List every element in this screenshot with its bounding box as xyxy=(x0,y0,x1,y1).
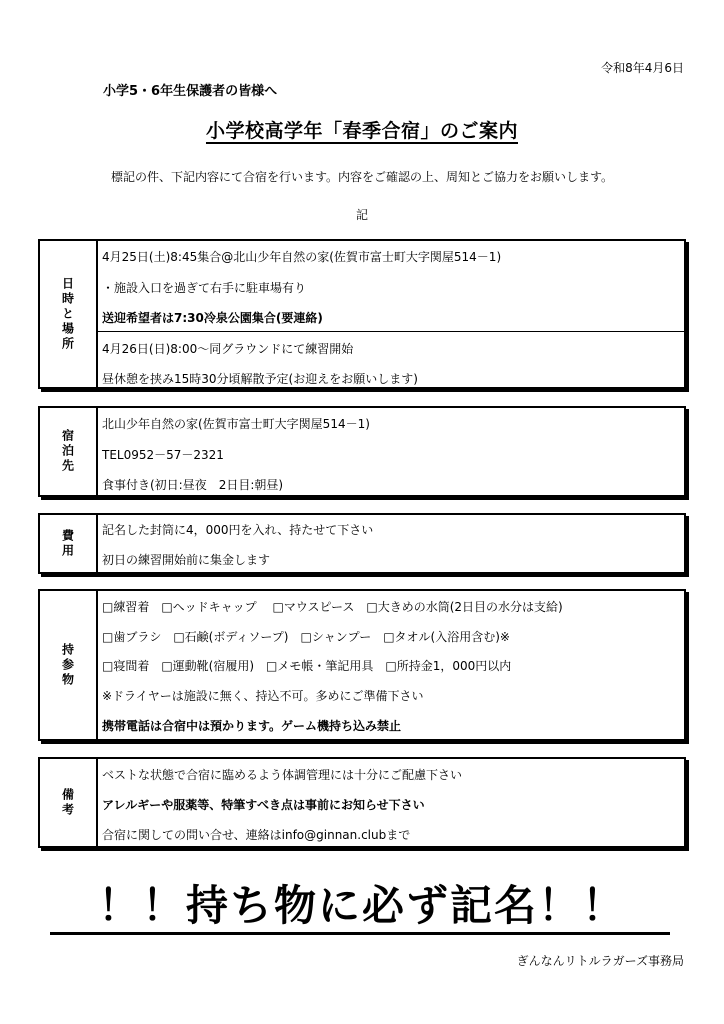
lodging-line: 北山少年自然の家(佐賀市富士町大字関屋514－1) xyxy=(102,417,370,431)
notes-section xyxy=(38,757,686,848)
items-line: ※ドライヤーは施設に無く、持込不可。多めにご準備下さい xyxy=(102,689,424,703)
cost-line: 記名した封筒に4，000円を入れ、持たせて下さい xyxy=(102,523,374,537)
notes-label-cell xyxy=(40,759,98,846)
items-body xyxy=(98,591,684,739)
schedule-body xyxy=(98,241,684,387)
schedule-line: 4月25日(土)8:45集合@北山少年自然の家(佐賀市富士町大字関屋514－1) xyxy=(102,250,502,264)
addressee: 小学5・6年生保護者の皆様へ xyxy=(103,84,278,99)
schedule-line: 昼休憩を挟み15時30分頃解散予定(お迎えをお願いします) xyxy=(102,372,418,386)
banner-underline xyxy=(50,932,670,935)
notes-label: 備考 xyxy=(60,787,75,818)
items-line: □練習着 □ヘッドキャップ □マウスピース □大きめの水筒(2日目の水分は支給) xyxy=(102,600,563,614)
document-title-text: 小学校高学年「春季合宿」のご案内 xyxy=(205,120,518,142)
items-line: □歯ブラシ □石鹸(ボディソープ) □シャンプー □タオル(入浴用含む)※ xyxy=(102,630,510,644)
schedule-line: 4月26日(日)8:00～同グラウンドにて練習開始 xyxy=(102,342,354,356)
notes-line: 合宿に関しての問い合せ、連絡はinfo@ginnan.clubまで xyxy=(102,828,411,842)
lodging-line: TEL0952－57－2321 xyxy=(102,448,224,462)
items-label: 持参物 xyxy=(60,642,75,688)
schedule-label: 日時と場所 xyxy=(60,276,75,352)
lodging-line: 食事付き(初日:昼夜 2日目:朝昼) xyxy=(102,478,284,492)
items-line: 携帯電話は合宿中は預かります。ゲーム機持ち込み禁止 xyxy=(102,719,402,733)
cost-section xyxy=(38,513,686,574)
schedule-divider xyxy=(98,331,684,332)
cost-body xyxy=(98,515,684,572)
schedule-line: 送迎希望者は7:30冷泉公園集合(要連絡) xyxy=(102,311,323,325)
lodging-label-cell xyxy=(40,408,98,495)
lodging-body xyxy=(98,408,684,495)
schedule-line: ・施設入口を過ぎて右手に駐車場有り xyxy=(102,281,307,295)
items-line: □寝間着 □運動靴(宿履用) □メモ帳・筆記用具 □所持金1，000円以内 xyxy=(102,659,512,673)
notes-body xyxy=(98,759,684,846)
issuer-footer: ぎんなんリトルラガーズ事務局 xyxy=(516,954,684,968)
label-reminder-banner: ！！持ち物に必ず記名！！ xyxy=(97,881,626,930)
items-label-cell xyxy=(40,591,98,739)
notes-line: ベストな状態で合宿に臨めるよう体調管理には十分にご配慮下さい xyxy=(102,768,463,782)
intro-text: 標記の件、下記内容にて合宿を行います。内容をご確認の上、周知とご協力をお願いします。 xyxy=(110,170,614,184)
notes-line: アレルギーや服薬等、特筆すべき点は事前にお知らせ下さい xyxy=(102,798,425,812)
document-date: 令和8年4月6日 xyxy=(601,61,684,75)
ki-heading: 記 xyxy=(355,208,368,222)
lodging-section xyxy=(38,406,686,497)
cost-label: 費用 xyxy=(60,528,75,559)
schedule-section xyxy=(38,239,686,389)
cost-line: 初日の練習開始前に集金します xyxy=(102,553,271,567)
cost-label-cell xyxy=(40,515,98,572)
schedule-label-cell xyxy=(40,241,98,387)
items-section xyxy=(38,589,686,741)
document-title xyxy=(0,116,724,143)
lodging-label: 宿泊先 xyxy=(60,429,75,474)
